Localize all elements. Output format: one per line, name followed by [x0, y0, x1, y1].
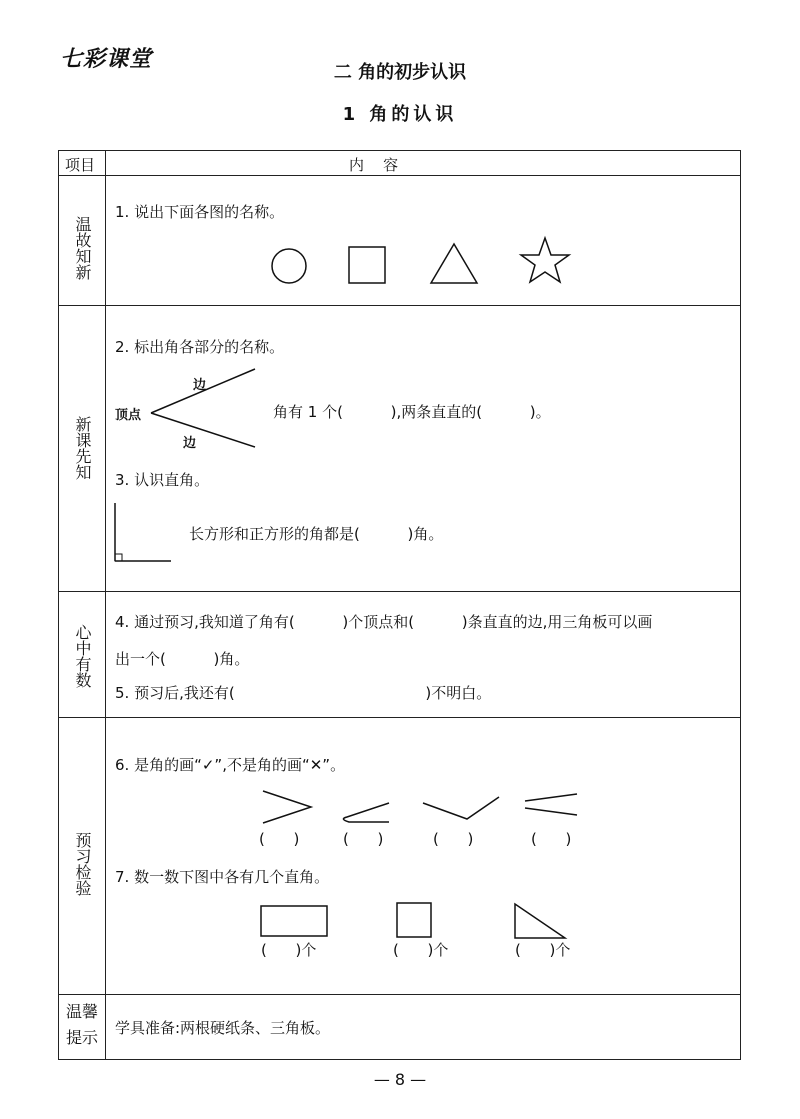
right-angle-mark [115, 554, 122, 561]
question-6: 6. 是角的画“✓”,不是角的画“✕”。 [115, 756, 346, 774]
section-label-preview: 新课先知 [73, 416, 92, 480]
question-5: 5. 预习后,我还有( )不明白。 [115, 684, 492, 702]
answer-blank-6a: ( ) [259, 830, 300, 848]
label-vertex: 顶点 [115, 408, 142, 423]
answer-blank-7a: ( )个 [261, 941, 317, 959]
angle-edge-bottom [151, 413, 255, 447]
figure-7a-rectangle [261, 906, 327, 936]
figure-7b-square [397, 903, 431, 937]
lesson-title: 1 角的认识 [342, 104, 458, 125]
column-header-content: 内 容 [349, 156, 399, 174]
square-shape [349, 247, 385, 283]
question-4-line-1: 4. 通过预习,我知道了角有( )个顶点和( )条直直的边,用三角板可以画 [115, 613, 653, 631]
column-header-item: 项目 [65, 156, 96, 174]
tip-text: 学具准备:两根硬纸条、三角板。 [115, 1019, 331, 1037]
page-number: — 8 — [373, 1070, 427, 1089]
answer-blank-6c: ( ) [433, 830, 474, 848]
section-label-practice: 预习检验 [73, 832, 92, 896]
section-label-review: 温故知新 [73, 216, 92, 280]
question-3: 3. 认识直角。 [115, 471, 210, 489]
section-label-tip: 温馨提示 [65, 1002, 98, 1047]
figure-6b-curve [343, 803, 389, 822]
circle-shape [272, 249, 306, 283]
question-3-fill-blank: 长方形和正方形的角都是( )角。 [189, 525, 444, 543]
section-label-self-check: 心中有数 [73, 624, 92, 688]
answer-blank-6d: ( ) [531, 830, 572, 848]
chapter-title: 二 角的初步认识 [333, 62, 467, 83]
label-edge-top: 边 [193, 378, 207, 393]
answer-blank-7b: ( )个 [393, 941, 449, 959]
question-7: 7. 数一数下图中各有几个直角。 [115, 868, 330, 886]
question-2: 2. 标出角各部分的名称。 [115, 338, 285, 356]
figure-6d-line-bottom [525, 808, 577, 815]
logo-text: 七彩课堂 [60, 47, 153, 72]
question-1: 1. 说出下面各图的名称。 [115, 203, 285, 221]
shapes-figure [59, 151, 742, 1061]
figure-6c-angle [423, 797, 499, 819]
star-shape [521, 238, 569, 282]
figure-6d-line-top [525, 794, 577, 801]
figure-6a-angle [263, 791, 311, 823]
label-edge-bottom: 边 [183, 436, 197, 451]
question-4-line-2: 出一个( )角。 [115, 650, 250, 668]
triangle-shape [431, 244, 477, 283]
figure-7c-triangle [515, 904, 565, 938]
answer-blank-6b: ( ) [343, 830, 384, 848]
answer-blank-7c: ( )个 [515, 941, 571, 959]
question-2-fill-blank: 角有 1 个( ),两条直直的( )。 [273, 403, 551, 421]
worksheet-table [58, 150, 741, 1060]
